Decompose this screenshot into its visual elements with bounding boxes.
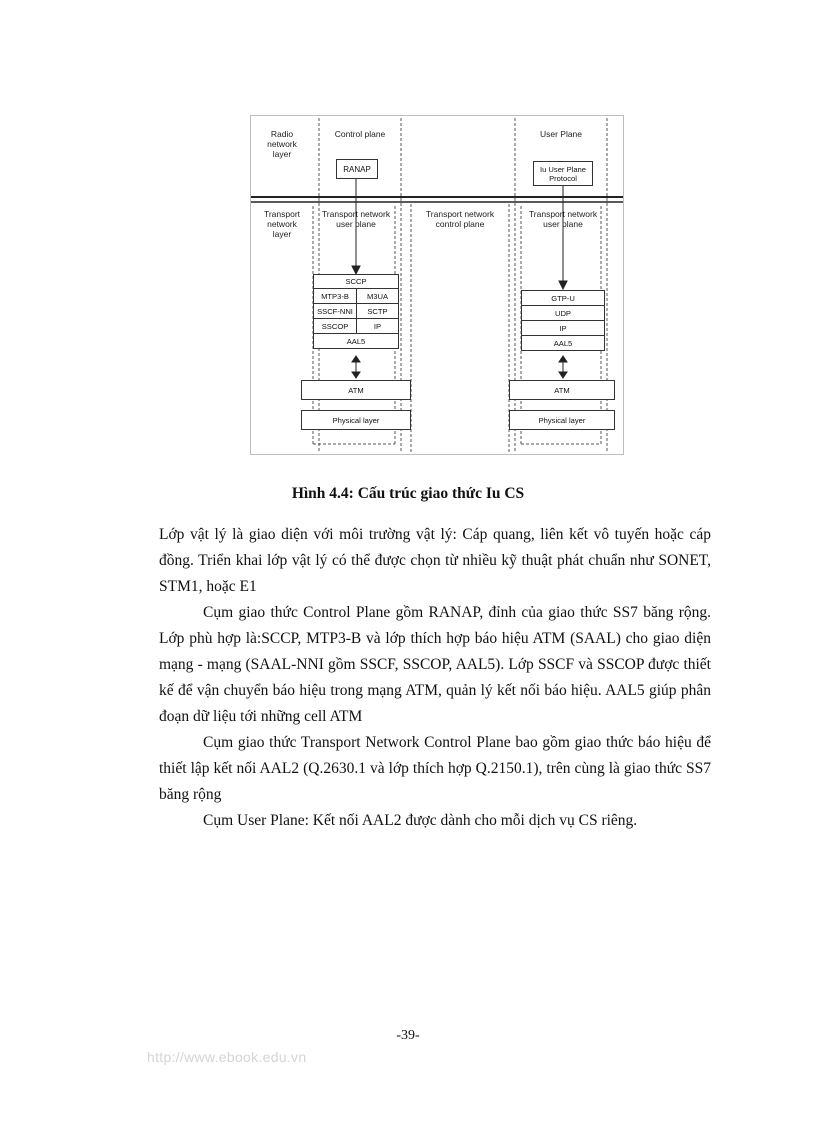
iu-up-box — [533, 161, 593, 186]
paragraph-1: Lớp vật lý là giao diện với môi trường vật lý: Cáp quang, liên kết vô tuyến hoặc cáp đồng. Triển khai lớp vật lý có thể được chọn từ nhiều kỹ thuật phát chuẩn như SONET, STM1, hoặc E1 — [159, 526, 711, 595]
gtpu-cell: GTP-U — [521, 290, 605, 306]
ip-cell-right: IP — [521, 320, 605, 336]
udp-cell: UDP — [521, 305, 605, 321]
tn-control-plane-label: Transport network control plane — [425, 209, 495, 229]
iu-up-text: Iu User Plane Protocol — [539, 164, 586, 183]
mtp3b-cell: MTP3-B — [313, 288, 357, 304]
radio-layer-label — [257, 129, 307, 159]
paragraph-2: Cụm giao thức Control Plane gồm RANAP, đỉnh của giao thức SS7 băng rộng. Lớp phù hợp là:SCCP, MTP3-B và lớp thích hợp báo hiệu ATM (SAAL) cho giao diện mạng - mạng (SAAL-NNI gồm SSCF, SSCOP, AAL5). Lớp SSCF và SSCOP được thiết kế để vận chuyển báo hiệu trong mạng ATM, quản lý kết nối báo hiệu. AAL5 giúp phân đoạn dữ liệu tới những cell ATM — [159, 604, 711, 725]
phy-cell-right: Physical layer — [509, 410, 615, 430]
protocol-diagram — [250, 115, 624, 455]
ranap-box: RANAP — [336, 159, 378, 179]
tn-user-plane-right-label: Transport network user plane — [528, 209, 598, 229]
aal5-cell-left: AAL5 — [313, 333, 399, 349]
user-plane-label: User Plane — [539, 129, 583, 139]
arrow-head — [559, 372, 567, 378]
watermark-link: http://www.ebook.edu.vn — [147, 1049, 307, 1065]
arrow-head — [559, 356, 567, 362]
radio-layer-text: Radio network layer — [267, 129, 297, 159]
arrow-head — [352, 266, 360, 274]
control-plane-label: Control plane — [334, 129, 386, 139]
atm-cell-right: ATM — [509, 380, 615, 400]
transport-layer-text: Transport network layer — [263, 209, 301, 239]
tn-user-plane-left-label: Transport network user plane — [321, 209, 391, 229]
m3ua-cell: M3UA — [356, 288, 399, 304]
arrow-head — [352, 356, 360, 362]
page-number: -39- — [396, 1028, 420, 1043]
phy-cell-left: Physical layer — [301, 410, 411, 430]
sscop-cell: SSCOP — [313, 318, 357, 334]
arrow-head — [559, 281, 567, 289]
sscf-cell: SSCF-NNI — [313, 303, 357, 319]
sccp-cell: SCCP — [313, 274, 399, 289]
aal5-cell-right: AAL5 — [521, 335, 605, 351]
paragraph-3: Cụm giao thức Transport Network Control Plane bao gồm giao thức báo hiệu để thiết lập kết nối AAL2 (Q.2630.1 và lớp thích hợp Q.2150.1), trên cùng là giao thức SS7 băng rộng — [159, 734, 711, 803]
atm-cell-left: ATM — [301, 380, 411, 400]
transport-layer-label — [254, 209, 310, 239]
arrow-head — [352, 372, 360, 378]
figure-caption: Hình 4.4: Cấu trúc giao thức Iu CS — [291, 485, 525, 502]
ip-cell-left: IP — [356, 318, 399, 334]
paragraph-4: Cụm User Plane: Kết nối AAL2 được dành cho mỗi dịch vụ CS riêng. — [203, 812, 638, 829]
sctp-cell: SCTP — [356, 303, 399, 319]
